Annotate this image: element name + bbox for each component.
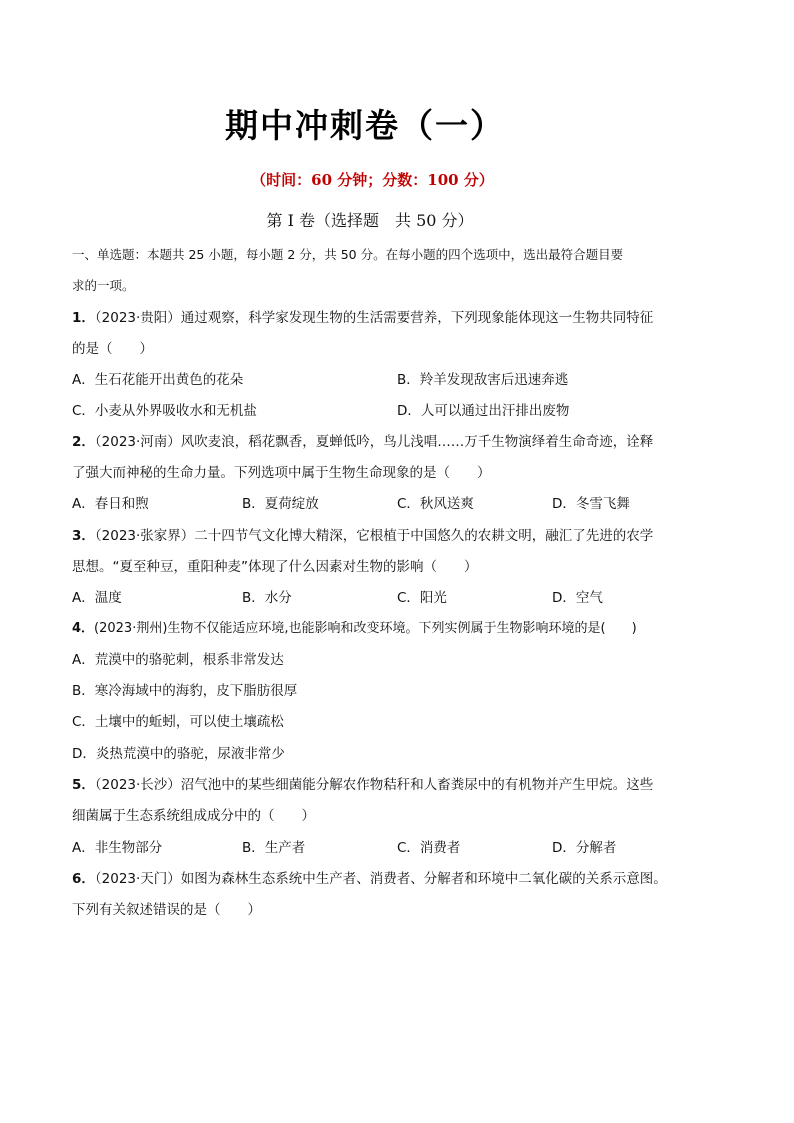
option-a: A．非生物部分: [72, 840, 163, 856]
option-c: C．消费者: [397, 840, 461, 856]
option-d: D．冬雪飞舞: [552, 496, 630, 512]
time-score-info: （时间：60 分钟；分数：100 分）: [251, 171, 494, 189]
question-5: [72, 775, 732, 795]
option-a: A．温度: [72, 590, 122, 606]
question-number: 4．: [72, 621, 95, 636]
question-number: 1．: [72, 310, 95, 326]
question-2-continued: 了强大而神秘的生命力量。下列选项中属于生物生命现象的是（ ）: [72, 465, 491, 481]
question-text: （2023·长沙）沼气池中的某些细菌能分解农作物秸秆和人畜粪尿中的有机物并产生甲烷。这些: [94, 777, 654, 793]
option-b: B．生产者: [242, 840, 306, 856]
option-b: B．夏荷绽放: [242, 496, 319, 512]
question-number: 6．: [72, 871, 95, 887]
question-text: (2023·荆州)生物不仅能适应环境,也能影响和改变环境。下列实例属于生物影响环境的是( ): [94, 621, 637, 636]
option-b: B．寒冷海域中的海豹，皮下脂肪很厚: [72, 683, 298, 699]
question-1: [72, 308, 732, 328]
question-1-continued: 的是（ ）: [72, 341, 153, 357]
option-d: D．分解者: [552, 840, 617, 856]
option-a: A．生石花能开出黄色的花朵: [72, 372, 244, 388]
instruction-line-2: 求的一项。: [72, 278, 135, 293]
question-3: [72, 526, 732, 546]
option-c: C．土壤中的蚯蚓，可以使土壤疏松: [72, 714, 284, 730]
option-d: D．人可以通过出汗排出废物: [397, 403, 570, 419]
option-c: C．阳光: [397, 590, 447, 606]
question-5-continued: 细菌属于生态系统组成成分中的（ ）: [72, 808, 315, 824]
question-3-continued: 思想。“夏至种豆，重阳种麦”体现了什么因素对生物的影响（ ）: [72, 559, 478, 575]
option-d: D．炎热荒漠中的骆驼，尿液非常少: [72, 746, 285, 762]
instruction-line-1: 一、单选题：本题共 25 小题，每小题 2 分，共 50 分。在每小题的四个选项中，选出最符合题目要: [72, 247, 624, 262]
option-b: B．水分: [242, 590, 292, 606]
option-b: B．羚羊发现敌害后迅速奔逃: [397, 372, 569, 388]
section-heading: 第 I 卷（选择题 共 50 分）: [266, 211, 474, 230]
exam-title: 期中冲刺卷（一）: [225, 106, 505, 145]
question-number: 2．: [72, 434, 95, 450]
option-a: A．春日和煦: [72, 496, 149, 512]
question-text: （2023·河南）风吹麦浪，稻花飘香，夏蝉低吟，鸟儿浅唱……万千生物演绎着生命奇迹，诠释: [94, 434, 654, 450]
option-d: D．空气: [552, 590, 603, 606]
question-text: （2023·天门）如图为森林生态系统中生产者、消费者、分解者和环境中二氧化碳的关系示意图。: [94, 871, 667, 887]
question-number: 5．: [72, 777, 95, 793]
question-text: （2023·贵阳）通过观察，科学家发现生物的生活需要营养，下列现象能体现这一生物共同特征: [94, 310, 654, 326]
option-c: C．小麦从外界吸收水和无机盐: [72, 403, 257, 419]
question-6-continued: 下列有关叙述错误的是（ ）: [72, 902, 261, 918]
question-4: [72, 619, 732, 639]
option-c: C．秋风送爽: [397, 496, 474, 512]
question-2: [72, 432, 732, 452]
option-a: A．荒漠中的骆驼刺，根系非常发达: [72, 652, 284, 668]
question-6: [72, 869, 732, 889]
question-text: （2023·张家界）二十四节气文化博大精深，它根植于中国悠久的农耕文明，融汇了先进的农学: [94, 528, 654, 544]
question-number: 3．: [72, 528, 95, 544]
